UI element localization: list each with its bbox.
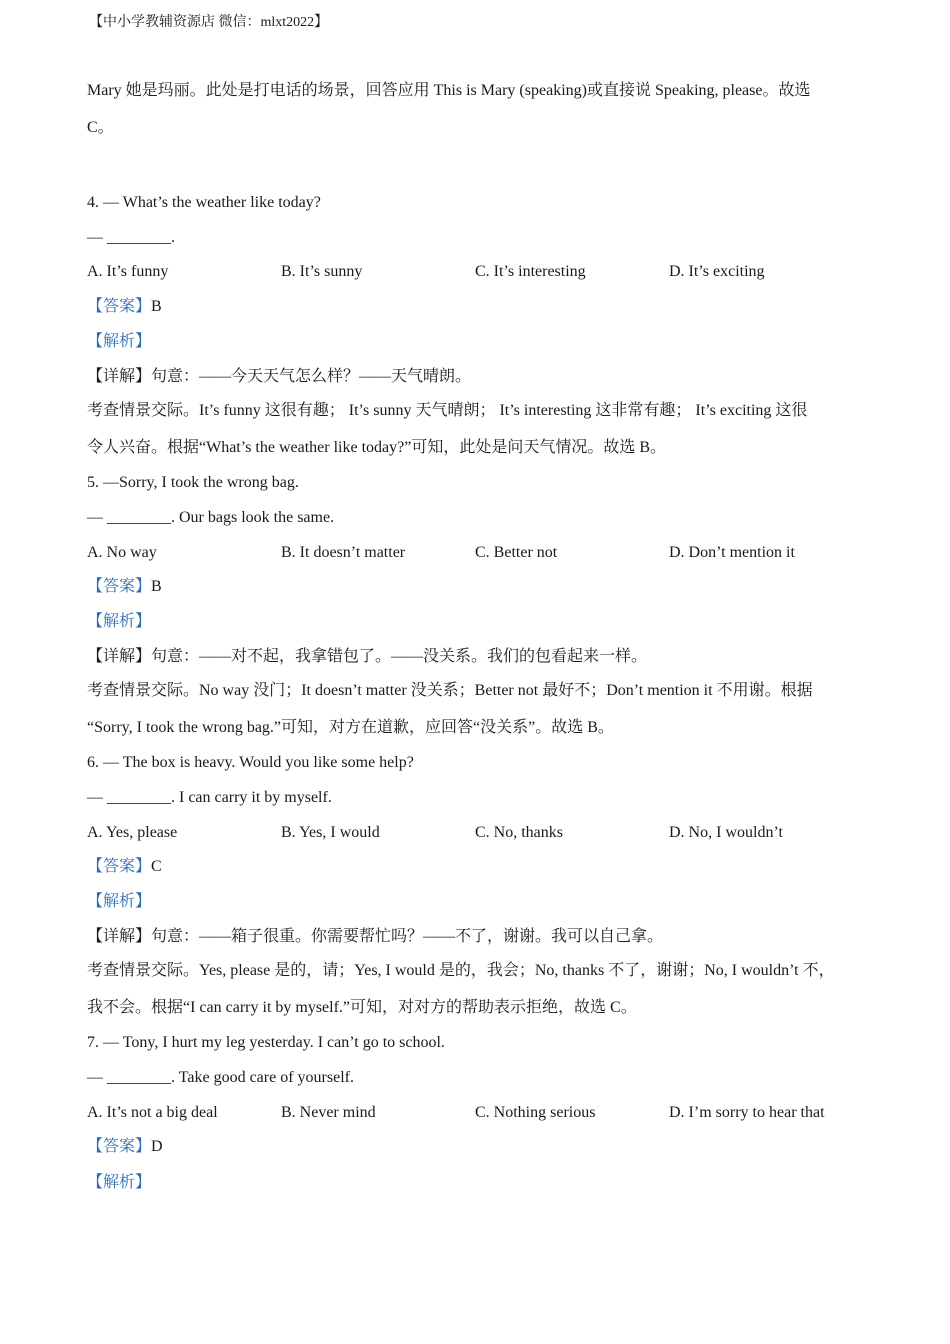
q4-explain-1: 考查情景交际。It’s funny 这很有趣； It’s sunny 天气晴朗； It’s interesting 这非常有趣； It’s exciting 这很 <box>87 402 808 419</box>
q5-detail: 【详解】句意：——对不起，我拿错包了。——没关系。我们的包看起来一样。 <box>87 648 648 665</box>
page-header: 【中小学教辅资源店 微信：mlxt2022】 <box>89 15 329 30</box>
q4-option-b: B. It’s sunny <box>281 263 363 280</box>
q6-answer <box>87 857 162 877</box>
q5-option-a: A. No way <box>87 544 157 561</box>
q5-explain-2: “Sorry, I took the wrong bag.”可知，对方在道歉，应回答“没关系”。故选 B。 <box>87 719 614 736</box>
q4-option-a: A. It’s funny <box>87 263 169 280</box>
q4-option-d: D. It’s exciting <box>669 263 765 280</box>
q6-detail: 【详解】句意：——箱子很重。你需要帮忙吗？——不了，谢谢。我可以自己拿。 <box>87 928 664 945</box>
q5-answer <box>87 577 162 597</box>
q6-option-c: C. No, thanks <box>475 824 563 841</box>
answer-value: B <box>151 298 162 315</box>
answer-value: D <box>151 1138 163 1155</box>
q5-option-c: C. Better not <box>475 544 558 561</box>
q7-option-b: B. Never mind <box>281 1104 376 1121</box>
q7-option-d: D. I’m sorry to hear that <box>669 1104 825 1121</box>
q5-stem: 5. —Sorry, I took the wrong bag. <box>87 474 299 491</box>
q5-option-b: B. It doesn’t matter <box>281 544 406 561</box>
q6-option-b: B. Yes, I would <box>281 824 380 841</box>
q7-stem: 7. — Tony, I hurt my leg yesterday. I can’t go to school. <box>87 1034 445 1051</box>
answer-value: C <box>151 858 162 875</box>
q4-analysis-label: 【解析】 <box>87 333 152 350</box>
q6-option-d: D. No, I wouldn’t <box>669 824 783 841</box>
q6-analysis-label: 【解析】 <box>87 893 152 910</box>
q7-answer <box>87 1137 163 1157</box>
answer-label: 【答案】 <box>87 578 152 595</box>
q7-option-a: A. It’s not a big deal <box>87 1104 218 1121</box>
q4-stem: 4. — What’s the weather like today? <box>87 194 321 211</box>
q4-blank: — ________. <box>87 229 175 246</box>
q4-explain-2: 令人兴奋。根据“What’s the weather like today?”可知，此处是问天气情况。故选 B。 <box>87 439 667 456</box>
answer-label: 【答案】 <box>87 1138 152 1155</box>
q7-analysis-label: 【解析】 <box>87 1174 152 1191</box>
q5-analysis-label: 【解析】 <box>87 613 152 630</box>
intro-line-1: Mary 她是玛丽。此处是打电话的场景，回答应用 This is Mary (speaking)或直接说 Speaking, please。故选 <box>87 82 811 99</box>
intro-line-2: C。 <box>87 119 114 136</box>
q6-option-a: A. Yes, please <box>87 824 178 841</box>
q7-blank: — ________. Take good care of yourself. <box>87 1069 354 1086</box>
q6-blank: — ________. I can carry it by myself. <box>87 789 332 806</box>
q6-explain-1: 考查情景交际。Yes, please 是的，请；Yes, I would 是的，我会；No, thanks 不了，谢谢；No, I wouldn’t 不， <box>87 962 835 979</box>
q4-option-c: C. It’s interesting <box>475 263 586 280</box>
q5-option-d: D. Don’t mention it <box>669 544 795 561</box>
answer-label: 【答案】 <box>87 858 152 875</box>
answer-value: B <box>151 578 162 595</box>
q6-stem: 6. — The box is heavy. Would you like some help? <box>87 754 414 771</box>
q4-answer <box>87 297 162 317</box>
q6-explain-2: 我不会。根据“I can carry it by myself.”可知，对对方的帮助表示拒绝，故选 C。 <box>87 999 637 1016</box>
q5-blank: — ________. Our bags look the same. <box>87 509 335 526</box>
q5-explain-1: 考查情景交际。No way 没门；It doesn’t matter 没关系；Better not 最好不；Don’t mention it 不用谢。根据 <box>87 682 813 699</box>
answer-label: 【答案】 <box>87 298 152 315</box>
q4-detail: 【详解】句意：——今天天气怎么样？——天气晴朗。 <box>87 368 472 385</box>
q7-option-c: C. Nothing serious <box>475 1104 596 1121</box>
